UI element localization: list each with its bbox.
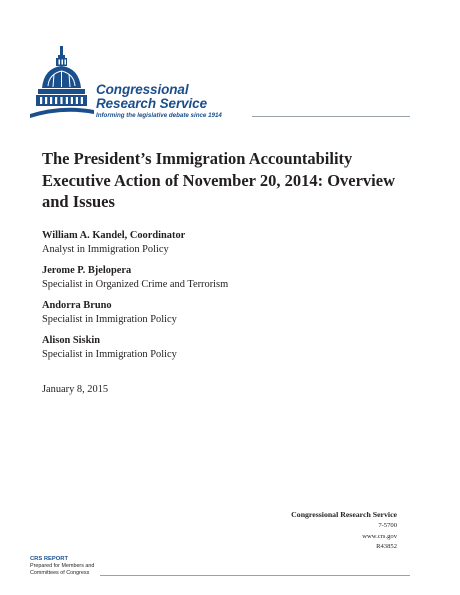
author-list	[42, 229, 402, 369]
author-role: Analyst in Immigration Policy	[42, 244, 169, 255]
tagline-rule	[252, 116, 410, 117]
footer-label: CRS REPORT	[30, 556, 69, 562]
report-title: The President’s Immigration Accountability Executive Action of November 20, 2014: Overview and Issues	[42, 149, 395, 211]
crs-logo	[30, 44, 410, 124]
footer-line2: Committees of Congress	[30, 569, 90, 576]
brand-name-line1: Congressional	[96, 82, 189, 97]
crs-org-name: Congressional Research Service	[291, 510, 397, 519]
logo-tagline: Informing the legislative debate since 1914	[96, 112, 222, 119]
author-entry	[42, 334, 402, 362]
capitol-dome-icon	[30, 44, 100, 124]
author-entry	[42, 229, 402, 257]
author-name: Jerome P. Bjelopera	[42, 265, 132, 276]
author-role: Specialist in Immigration Policy	[42, 349, 177, 360]
crs-info-block	[291, 509, 397, 553]
brand-name-line2: Research Service	[96, 96, 207, 111]
author-name: Andorra Bruno	[42, 300, 112, 311]
report-date: January 8, 2015	[42, 384, 109, 395]
author-entry	[42, 264, 402, 292]
footer-line1: Prepared for Members and	[30, 563, 95, 569]
crs-number: 7-5700	[378, 522, 397, 529]
crs-website-link[interactable]: www.crs.gov	[362, 532, 397, 540]
footer	[30, 556, 410, 576]
author-role: Specialist in Immigration Policy	[42, 314, 177, 325]
footer-rule	[100, 575, 410, 576]
author-name: Alison Siskin	[42, 335, 101, 346]
crs-report-id: R43852	[376, 543, 397, 550]
author-role: Specialist in Organized Crime and Terrorism	[42, 279, 229, 290]
author-entry	[42, 299, 402, 327]
author-name: William A. Kandel, Coordinator	[42, 230, 186, 241]
